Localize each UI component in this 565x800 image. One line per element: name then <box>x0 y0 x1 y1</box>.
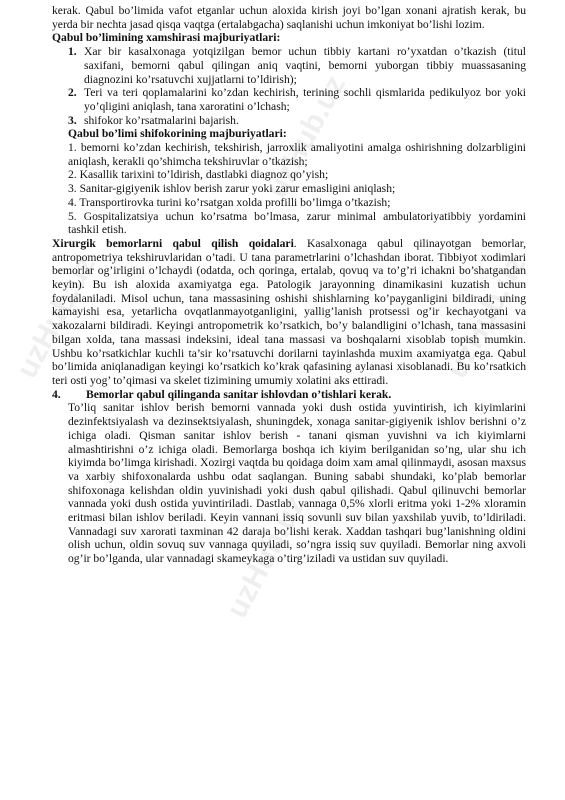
item-number: 2. <box>68 86 77 100</box>
item-number: 3. <box>68 113 77 127</box>
watermark: uzHub.uz <box>10 250 103 384</box>
staff-duty-item <box>52 45 526 86</box>
item-text: shifokor ko’rsatmalarini bajarish. <box>84 113 239 127</box>
section-4-paragraph: To’liq sanitar ishlov berish bemorni vannada yoki dush ostida yuvintirish, ich kiyimlarini dezinfektsiyalash va dezinsektsiyalash, shuningdek, xonaga sanitar-gigiyenik ishlov berishni o’z ichiga oladi. Qisman sanitar ishlov berish - tanani qisman yuvishni va ich kiyimlarni almashtirishni o’z ichiga oladi. Bemorlarga boshqa ich kiyim berilganidan so’ng, ular shu ich kiyimda bo’limga kirishadi. Xozirgi vaqtda bu qoidaga doim xam amal qilinmaydi, asosan maxsus va xarbiy shifoxonalarda ushbu odat saqlangan. Buning sababi shundaki, ko’plab bemorlar shifoxonaga kelishdan oldin yuvinishadi yoki dush qabul qilishadi. Qabul qilinuvchi bemorlar vannada yoki dush ostida yuvintiriladi. Dastlab, vannaga 0,5% xlorli eritma yoki 1-2% xloramin eritmasi bilan ishlov beriladi. Keyin vannani issiq sovunli suv bilan yaxshilab yuvib, to’ldiriladi. Vannadagi suv xarorati taxminan 42 daraja bo’lishi kerak. Xaddan tashqari bug’lanishning oldini olish uchun, oldin sovuq suv vannaga quyiladi, so’ngra issiq suv quyiladi. Bemorlar ning axvoli og’ir bo’lganda, ular vannadagi skameykaga o’tirg’iziladi va ustidan suv quyiladi. <box>68 401 526 566</box>
surgical-rules-text: . Kasalxonaga qabul qilinayotgan bemorlar, antropometriya tekshiruvlaridan o’tadi. U tana parametrlarini o’lchashdan iborat. Tibbiyot xodimlari bemorlar og’irligini o’lchaydi (odatda, och qoringa, ertalab, qovuq va to’g’ri ichakni bo’shatgandan keyin). Bu ish aloxida axamiyatga ega. Patologik jarayonning dinamikasini kuzatish uchun foydalaniladi. Misol uchun, tana massasining oshishi shishlarning ko’payganligini bildiradi, uning kamayishi esa, yetarlicha ovqatlanmayotganligini, yallig’lanish protsessi og’ir kechayotgani va xakozalarni bildiradi. Keyingi antropometrik ko’rsatkich, bo’y balandligini o’lchash, tana massasini bilgan xolda, tana massasi indeksini, ideal tana massasi va boshqalarni xisoblab topish mumkin. Ushbu ko’rsatkichlar kuchli ta’sir ko’rsatuvchi dorilarni tayinlashda muxim axamiyatga ega. Qabul bo’limida aniqlanadigan keyingi ko’rsatkich ko’krak qafasining aylanasi xisoblanadi. Bu ko’rsatkich teri osti yog’ to’qimasi va skelet tizimining umumiy xolatini aks ettiradi. <box>52 236 526 387</box>
intro-paragraph: kerak. Qabul bo’limida vafot etganlar uchun aloxida kirish joyi bo’lgan xonani ajratish kerak, bu yerda bir nechta jasad qisqa vaqtga (ertalabgacha) saqlanishi uchun imkoniyat bo’lishi lozim. <box>52 4 526 31</box>
watermark: uzHub.uz <box>440 250 533 384</box>
item-number: 1. <box>68 45 77 59</box>
section-title: Bemorlar qabul qilinganda sanitar ishlovdan o’tishlari kerak. <box>86 387 392 401</box>
section-number: 4. <box>52 387 61 401</box>
doctor-duty-item: 1. bemorni ko’zdan kechirish, tekshirish, jarroxlik amaliyotini amalga oshirishning dolzarbligini aniqlash, kerakli qo’shimcha tekshiruvlar o’tkazish; <box>68 141 526 168</box>
surgical-rules-paragraph <box>52 237 526 388</box>
staff-duties-title: Qabul bo’limining xamshirasi majburiyatlari: <box>52 31 281 45</box>
watermark: uzHub.uz <box>260 70 353 204</box>
doctor-duty-item: 4. Transportirovka turini ko’rsatgan xolda profilli bo’limga o’tkazish; <box>68 195 391 209</box>
doctor-duty-item: 5. Gospitalizatsiya uchun ko’rsatma bo’lmasa, zarur minimal ambulatoriyatibbiy yordamini tashkil etish. <box>68 209 526 237</box>
doctor-duty-item: 2. Kasallik tarixini to’ldirish, dastlabki diagnoz qo’yish; <box>68 168 329 182</box>
section-4-heading <box>52 388 526 402</box>
surgical-rules-lead: Xirurgik bemorlarni qabul qilish qoidalari <box>52 236 294 250</box>
item-text: Xar bir kasalxonaga yotqizilgan bemor uchun tibbiy kartani ro’yxatdan o’tkazish (titul saxifani, bemorni qabul qilingan aniq vaqtini, bemorni yuborgan tibbiy muassasaning diagnozini ko’rsatuvchi xujjatlarni to’ldirish); <box>84 45 526 86</box>
staff-duty-item <box>52 86 526 113</box>
staff-duty-item <box>52 114 526 128</box>
item-text: Teri va teri qoplamalarini ko’zdan kechirish, terining sochli qismlarida pedikulyoz bor yoki yo’qligini aniqlash, tana xaroratini o’lchash; <box>84 86 526 113</box>
doctor-duties-title: Qabul bo’limi shifokorining majburiyatlari: <box>68 127 287 141</box>
watermark: uzHub.uz <box>220 490 313 624</box>
document-page <box>52 4 526 566</box>
doctor-duty-item: 3. Sanitar-gigiyenik ishlov berish zarur yoki zarur emasligini aniqlash; <box>68 182 396 196</box>
